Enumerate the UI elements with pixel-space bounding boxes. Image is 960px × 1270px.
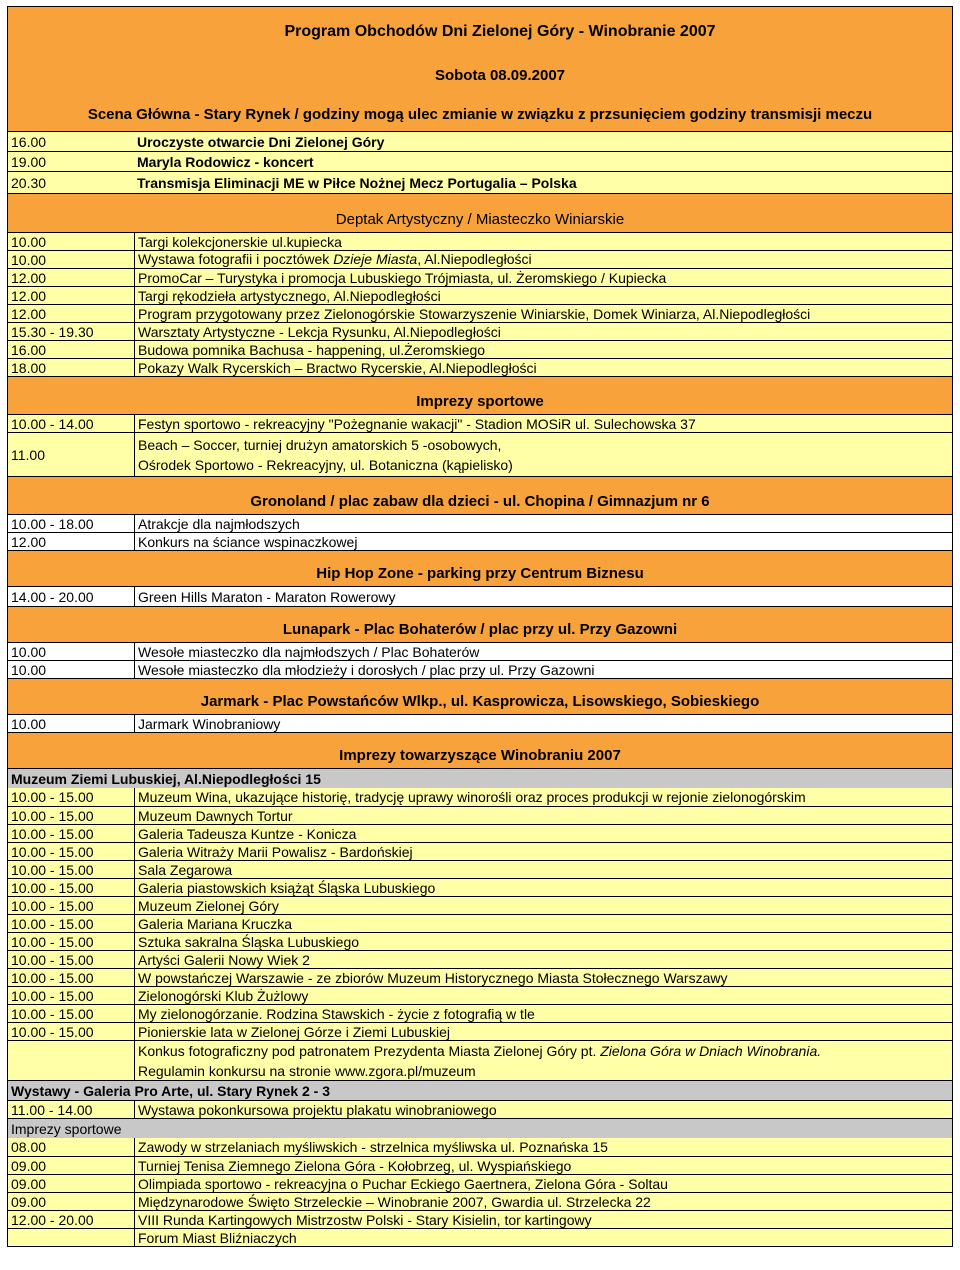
event-time: 20.30 (11, 174, 47, 191)
event-time: 10.00 - 15.00 (11, 987, 94, 1004)
event-name: Galeria piastowskich książąt Śląska Lubuskiego (134, 879, 952, 896)
event-name: Targi kolekcjonerskie ul.kupiecka (134, 233, 952, 250)
list-item (8, 286, 952, 304)
event-time: 09.00 (11, 1175, 47, 1192)
event-line: Regulamin konkursu na stronie www.zgora.pl/muzeum (138, 1062, 476, 1079)
list-item (8, 1228, 952, 1246)
event-name: Wesołe miasteczko dla najmłodszych / Plac Bohaterów (134, 643, 952, 660)
event-name: Pokazy Walk Rycerskich – Bractwo Rycerskie, Al.Niepodległości (134, 359, 952, 376)
event-name: My zielonogórzanie. Rodzina Stawskich - życie z fotografią w tle (134, 1005, 952, 1022)
list-item (8, 914, 952, 932)
event-time: 10.00 (11, 643, 47, 660)
list-item (8, 788, 952, 806)
list-item (8, 932, 952, 950)
subsection-heading-wystawy: Wystawy - Galeria Pro Arte, ul. Stary Rynek 2 - 3 (8, 1080, 952, 1100)
section-heading-jarmark (8, 678, 952, 714)
event-time: 12.00 (11, 533, 47, 550)
event-name: Wystawa pokonkursowa projektu plakatu winobraniowego (134, 1101, 952, 1118)
list-item (8, 1138, 952, 1156)
list-item (8, 268, 952, 286)
event-time: 10.00 - 15.00 (11, 879, 94, 896)
event-time: 10.00 - 15.00 (11, 825, 94, 842)
list-item (8, 986, 952, 1004)
event-time: 09.00 (11, 1157, 47, 1174)
event-name: Transmisja Eliminacji ME w Piłce Nożnej Mecz Portugalia – Polska (137, 174, 577, 191)
list-item (8, 414, 952, 432)
sport-list (8, 1138, 952, 1228)
event-name: Galeria Mariana Kruczka (134, 915, 952, 932)
list-item (8, 806, 952, 824)
section-title: Deptak Artystyczny / Miasteczko Winiarskie (335, 211, 625, 228)
section-heading-deptak (8, 193, 952, 232)
page-title: Program Obchodów Dni Zielonej Góry - Winobranie 2007 (284, 23, 716, 40)
event-name: Olimpiada sportowo - rekreacyjna o Puchar Eckiego Gaertnera, Zielona Góra - Soltau (134, 1175, 952, 1192)
list-item (8, 642, 952, 660)
event-time: 08.00 (11, 1139, 47, 1155)
event-name: Zawody w strzelaniach myśliwskich - strzelnica myśliwska ul. Poznańska 15 (134, 1138, 952, 1156)
list-item (8, 340, 952, 358)
section-title: Jarmark - Plac Powstańców Wlkp., ul. Kasprowicza, Lisowskiego, Sobieskiego (200, 693, 760, 710)
event-name: Turniej Tenisa Ziemnego Zielona Góra - Kołobrzeg, ul. Wyspiańskiego (134, 1157, 952, 1174)
event-time: 09.00 (11, 1193, 47, 1210)
event-name: Wystawa fotografii i pocztówek Dzieje Miasta, Al.Niepodległości (134, 251, 952, 268)
event-name: Program przygotowany przez Zielonogórskie Stowarzyszenie Winiarskie, Domek Winiarza, Al.Niepodległości (134, 305, 952, 322)
event-time: 15.30 - 19.30 (11, 323, 94, 340)
section-title: Lunapark - Plac Bohaterów / plac przy ul. Przy Gazowni (282, 621, 678, 638)
list-item (8, 532, 952, 550)
list-item (8, 1100, 952, 1118)
event-time: 10.00 - 15.00 (11, 951, 94, 968)
list-item (8, 250, 952, 268)
event-time: 10.00 - 15.00 (11, 897, 94, 914)
event-time: 10.00 - 15.00 (11, 789, 94, 805)
event-name: Forum Miast Bliźniaczych (134, 1229, 952, 1246)
event-name: Konkurs na ściance wspinaczkowej (134, 533, 952, 550)
list-item (8, 1040, 952, 1080)
list-item (8, 878, 952, 896)
event-name: PromoCar – Turystyka i promocja Lubuskiego Trójmiasta, ul. Żeromskiego / Kupiecka (134, 269, 952, 286)
event-name: Sala Zegarowa (134, 861, 952, 878)
section-title: Gronoland / plac zabaw dla dzieci - ul. Chopina / Gimnazjum nr 6 (250, 493, 710, 510)
list-item (8, 304, 952, 322)
list-item (8, 1210, 952, 1228)
event-time: 10.00 (11, 251, 47, 268)
event-time: 10.00 - 15.00 (11, 1023, 94, 1040)
event-name: Muzeum Dawnych Tortur (134, 807, 952, 824)
list-item (8, 660, 952, 678)
event-time: 10.00 - 15.00 (11, 933, 94, 950)
event-name: Pionierskie lata w Zielonej Górze i Ziemi Lubuskiej (134, 1023, 952, 1040)
event-time: 11.00 (11, 446, 45, 463)
list-item (8, 586, 952, 606)
event-name: Międzynarodowe Święto Strzeleckie – Winobranie 2007, Gwardia ul. Strzelecka 22 (134, 1193, 952, 1210)
event-name: Muzeum Zielonej Góry (134, 897, 952, 914)
event-time: 10.00 - 15.00 (11, 843, 94, 860)
list-item (8, 171, 952, 193)
event-name: Galeria Tadeusza Kuntze - Konicza (134, 825, 952, 842)
event-time: 18.00 (11, 359, 47, 376)
event-time: 10.00 - 18.00 (11, 515, 94, 532)
event-name: Sztuka sakralna Śląska Lubuskiego (134, 933, 952, 950)
list-item (8, 896, 952, 914)
event-time: 10.00 (11, 715, 47, 732)
section-heading-lunapark (8, 606, 952, 642)
list-item (8, 1174, 952, 1192)
list-item (8, 151, 952, 171)
list-item (8, 322, 952, 340)
event-name: Muzeum Wina, ukazujące historię, tradycję uprawy winorośli oraz proces produkcji w rejonie zielonogórskim (134, 788, 952, 806)
list-item (8, 1192, 952, 1210)
event-name: Uroczyste otwarcie Dni Zielonej Góry (137, 133, 385, 150)
event-line: Beach – Soccer, turniej drużyn amatorskich 5 -osobowych, (138, 436, 502, 453)
program-sheet (7, 6, 953, 1247)
event-name: Warsztaty Artystyczne - Lekcja Rysunku, Al.Niepodległości (134, 323, 952, 340)
event-name: Atrakcje dla najmłodszych (134, 515, 952, 532)
list-item (8, 232, 952, 250)
event-name: Green Hills Maraton - Maraton Rowerowy (134, 587, 952, 606)
event-name: Wesołe miasteczko dla młodzieży i dorosłych / plac przy ul. Przy Gazowni (134, 661, 952, 678)
list-item (8, 432, 952, 476)
event-time: 14.00 - 20.00 (11, 588, 94, 605)
scene-main-heading: Scena Główna - Stary Rynek / godziny mogą ulec zmianie w związku z przsunięciem godziny transmisji meczu (87, 106, 873, 123)
event-time: 10.00 - 15.00 (11, 969, 94, 986)
event-line: Ośrodek Sportowo - Rekreacyjny, ul. Botaniczna (kąpielisko) (138, 456, 513, 473)
event-time: 12.00 (11, 287, 47, 304)
list-item (8, 514, 952, 532)
event-name: Festyn sportowo - rekreacyjny "Pożegnanie wakacji" - Stadion MOSiR ul. Sulechowska 37 (134, 415, 952, 432)
list-item (8, 842, 952, 860)
section-title: Imprezy towarzyszące Winobraniu 2007 (339, 747, 621, 764)
event-time: 12.00 (11, 305, 47, 322)
list-item (8, 1022, 952, 1040)
section-title: Imprezy sportowe (416, 393, 544, 410)
museum-list (8, 788, 952, 1040)
section-heading-towarzyszace (8, 732, 952, 768)
event-time: 10.00 - 15.00 (11, 915, 94, 932)
contest-info (134, 1041, 952, 1080)
event-name: Artyści Galerii Nowy Wiek 2 (134, 951, 952, 968)
program-header (8, 7, 952, 131)
event-time: 12.00 - 20.00 (11, 1211, 94, 1228)
event-time: 16.00 (11, 341, 47, 358)
list-item (8, 358, 952, 376)
event-name: Galeria Witraży Marii Powalisz - Bardońskiej (134, 843, 952, 860)
section-heading-hiphop (8, 550, 952, 586)
event-name: Zielonogórski Klub Żużlowy (134, 987, 952, 1004)
event-time: 19.00 (11, 153, 47, 170)
event-time: 10.00 - 14.00 (11, 415, 94, 432)
section-heading-gronoland (8, 476, 952, 514)
list-item (8, 131, 952, 151)
event-name: W powstańczej Warszawie - ze zbiorów Muzeum Historycznego Miasta Stołecznego Warszawy (134, 969, 952, 986)
list-item (8, 714, 952, 732)
event-name: VIII Runda Kartingowych Mistrzostw Polski - Stary Kisielin, tor kartingowy (134, 1211, 952, 1228)
list-item (8, 1004, 952, 1022)
event-time: 10.00 (11, 233, 47, 250)
event-line: Konkus fotograficzny pod patronatem Prezydenta Miasta Zielonej Góry pt. Zielona Góra w Dniach Winobrania. (138, 1042, 822, 1059)
list-item (8, 860, 952, 878)
event-name: Targi rękodzieła artystycznego, Al.Niepodległości (134, 287, 952, 304)
list-item (8, 950, 952, 968)
event-name: Jarmark Winobraniowy (134, 715, 952, 732)
section-title: Hip Hop Zone - parking przy Centrum Biznesu (316, 565, 644, 582)
event-time: 10.00 - 15.00 (11, 807, 94, 824)
program-date: Sobota 08.09.2007 (434, 67, 566, 84)
subsection-heading-sport: Imprezy sportowe (8, 1118, 952, 1138)
event-time: 10.00 (11, 661, 47, 678)
event-name: Budowa pomnika Bachusa - happening, ul.Żeromskiego (134, 341, 952, 358)
list-item (8, 824, 952, 842)
list-item (8, 1156, 952, 1174)
event-time: 10.00 - 15.00 (11, 861, 94, 878)
event-time: 12.00 (11, 269, 47, 286)
subsection-heading-museum: Muzeum Ziemi Lubuskiej, Al.Niepodległości 15 (8, 768, 952, 788)
event-time: 11.00 - 14.00 (11, 1101, 93, 1118)
section-heading-sport (8, 376, 952, 414)
event-time: 10.00 - 15.00 (11, 1005, 94, 1022)
event-name: Maryla Rodowicz - koncert (137, 153, 314, 170)
event-time: 16.00 (11, 133, 47, 150)
event-name (134, 433, 952, 476)
list-item (8, 968, 952, 986)
